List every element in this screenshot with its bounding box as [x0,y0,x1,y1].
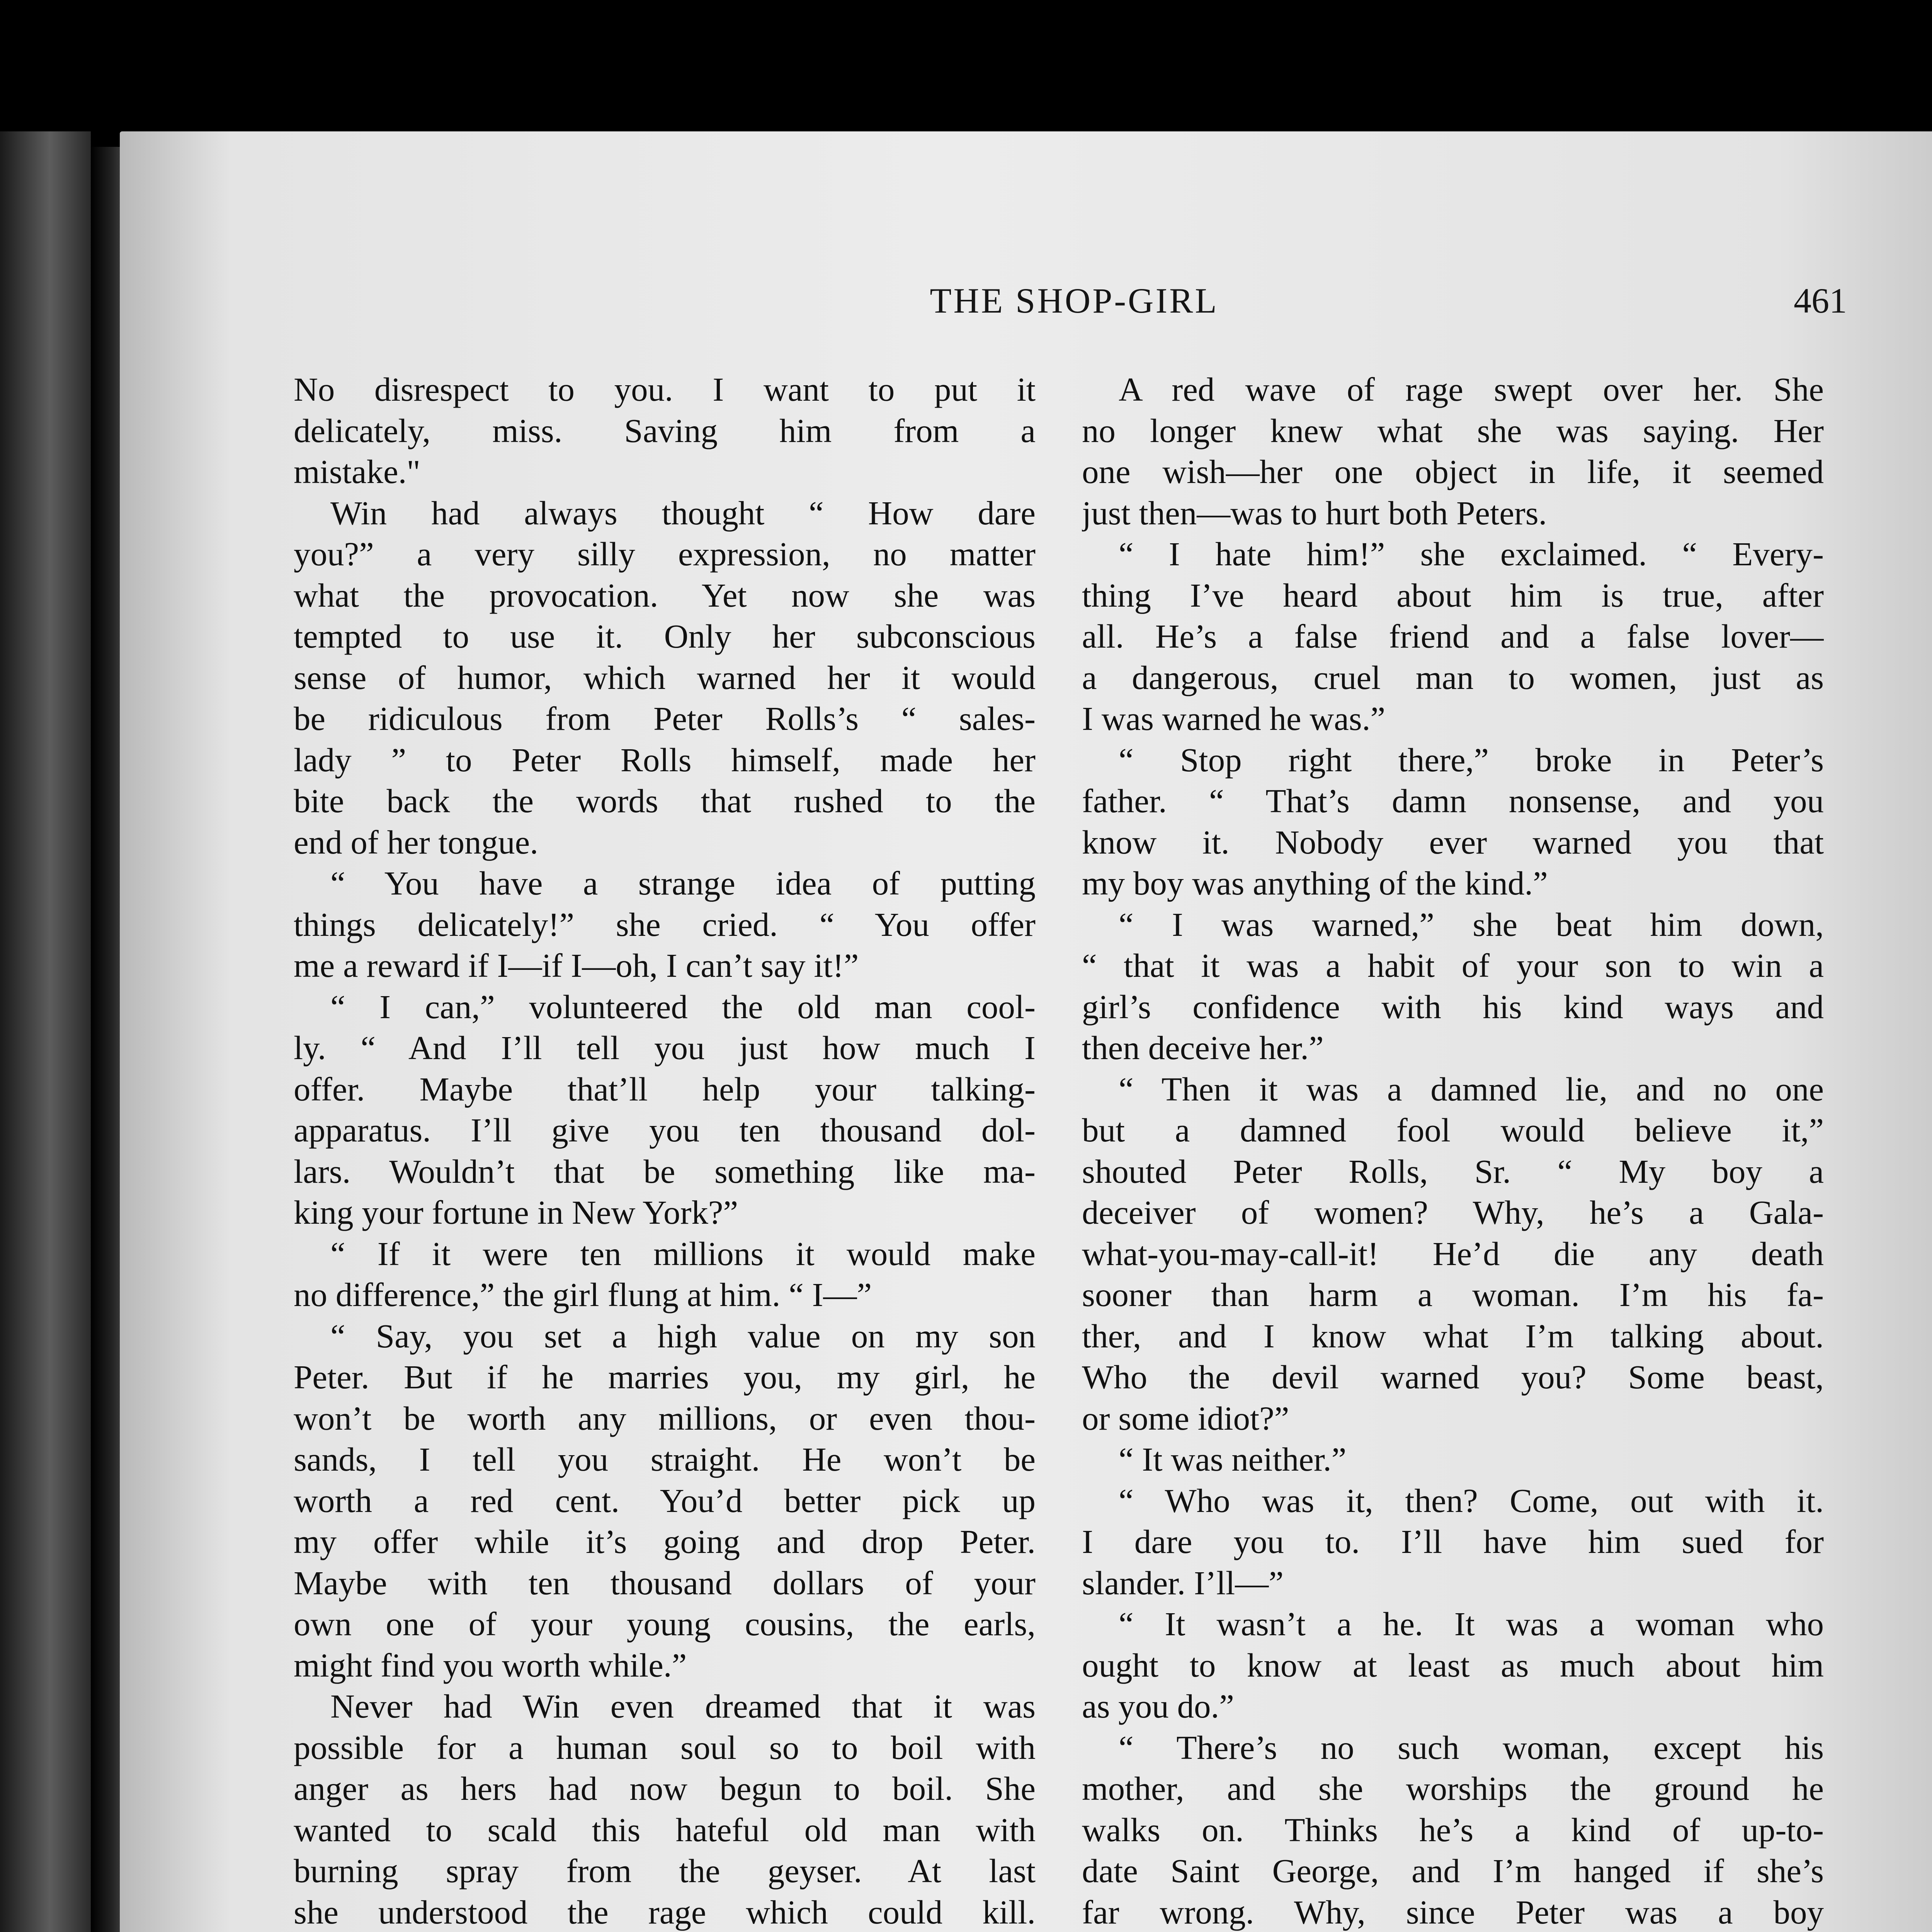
page-number: 461 [1794,281,1847,320]
text-line: no longer knew what she was saying. Her [1082,412,1824,449]
text-line: a dangerous, cruel man to women, just as [1082,658,1824,696]
text-line: burning spray from the geyser. At last [294,1852,1036,1889]
text-line: “ You have a strange idea of putting [330,864,1036,902]
text-line: as you do.” [1082,1687,1234,1725]
text-line: ther, and I know what I’m talking about. [1082,1317,1824,1355]
text-line: apparatus. I’ll give you ten thousand dol- [294,1111,1036,1149]
previous-page-edge [0,131,91,1932]
text-line: ought to know at least as much about him [1082,1646,1824,1684]
text-line: “ Then it was a damned lie, and no one [1119,1070,1824,1108]
text-column-right [1082,369,1824,1932]
text-line: but a damned fool would believe it,” [1082,1111,1824,1149]
text-line: just then—was to hurt both Peters. [1082,494,1547,532]
text-line: Maybe with ten thousand dollars of your [294,1564,1036,1602]
text-line: lars. Wouldn’t that be something like ma- [294,1152,1036,1190]
text-line: sooner than harm a woman. I’m his fa- [1082,1276,1824,1313]
text-line: A red wave of rage swept over her. She [1119,371,1824,408]
text-line: father. “ That’s damn nonsense, and you [1082,782,1824,820]
text-line: “ It was neither.” [1119,1440,1347,1478]
text-line: my offer while it’s going and drop Peter. [294,1523,1036,1560]
text-line: things delicately!” she cried. “ You offer [294,905,1036,943]
text-line: me a reward if I—if I—oh, I can’t say it!” [294,947,859,984]
text-line: tempted to use it. Only her subconscious [294,617,1036,655]
text-line: “ I was warned,” she beat him down, [1119,905,1824,943]
text-line: king your fortune in New York?” [294,1194,738,1231]
text-line: “ Who was it, then? Come, out with it. [1119,1481,1824,1519]
text-line: Who the devil warned you? Some beast, [1082,1358,1824,1396]
text-line: anger as hers had now begun to boil. She [294,1770,1036,1807]
text-line: end of her tongue. [294,823,538,861]
text-line: I was warned he was.” [1082,700,1386,737]
text-line: Peter. But if he marries you, my girl, he [294,1358,1036,1396]
text-line: deceiver of women? Why, he’s a Gala- [1082,1194,1824,1231]
text-line: offer. Maybe that’ll help your talking- [294,1070,1036,1108]
text-line: know it. Nobody ever warned you that [1082,823,1824,861]
text-line: sands, I tell you straight. He won’t be [294,1440,1036,1478]
text-line: all. He’s a false friend and a false lover— [1082,617,1824,655]
text-line: wanted to scald this hateful old man with [294,1811,1036,1849]
running-title: THE SHOP-GIRL [930,281,1219,320]
text-line: possible for a human soul so to boil with [294,1728,1036,1766]
text-line: “ Stop right there,” broke in Peter’s [1119,741,1824,779]
text-line: what the provocation. Yet now she was [294,576,1036,614]
text-line: Win had always thought “ How dare [330,494,1036,532]
text-line: thing I’ve heard about him is true, after [1082,576,1824,614]
text-column-left [294,369,1036,1932]
text-line: mistake." [294,453,420,490]
text-line: one wish—her one object in life, it seemed [1082,453,1824,490]
text-line: bite back the words that rushed to the [294,782,1036,820]
text-line: No disrespect to you. I want to put it [294,371,1036,408]
text-line: “ that it was a habit of your son to win a [1082,947,1824,984]
text-line: then deceive her.” [1082,1029,1324,1066]
text-line: “ If it were ten millions it would make [330,1235,1036,1272]
text-line: “ Say, you set a high value on my son [330,1317,1036,1355]
text-line: what-you-may-call-it! He’d die any death [1082,1235,1824,1272]
text-line: might find you worth while.” [294,1646,687,1684]
text-line: ly. “ And I’ll tell you just how much I [294,1029,1036,1066]
text-line: “ I hate him!” she exclaimed. “ Every- [1119,535,1824,573]
text-line: you?” a very silly expression, no matter [294,535,1036,573]
text-line: “ I can,” volunteered the old man cool- [330,988,1036,1026]
text-line: Never had Win even dreamed that it was [330,1687,1036,1725]
text-line: walks on. Thinks he’s a kind of up-to- [1082,1811,1824,1849]
text-line: no difference,” the girl flung at him. “ I—” [294,1276,872,1313]
text-line: date Saint George, and I’m hanged if she’s [1082,1852,1824,1889]
text-line: far wrong. Why, since Peter was a boy [1082,1893,1824,1931]
text-line: lady ” to Peter Rolls himself, made her [294,741,1036,779]
text-line: sense of humor, which warned her it would [294,658,1036,696]
text-line: “ It wasn’t a he. It was a woman who [1119,1605,1824,1643]
text-line: girl’s confidence with his kind ways and [1082,988,1824,1026]
text-line: worth a red cent. You’d better pick up [294,1481,1036,1519]
text-line: she understood the rage which could kill. [294,1893,1036,1931]
text-line: shouted Peter Rolls, Sr. “ My boy a [1082,1152,1824,1190]
text-line: or some idiot?” [1082,1399,1289,1437]
text-line: my boy was anything of the kind.” [1082,864,1548,902]
text-line: I dare you to. I’ll have him sued for [1082,1523,1824,1560]
text-line: slander. I’ll—” [1082,1564,1284,1602]
text-line: be ridiculous from Peter Rolls’s “ sales- [294,700,1036,737]
text-line: own one of your young cousins, the earls, [294,1605,1036,1643]
text-line: won’t be worth any millions, or even thou- [294,1399,1036,1437]
text-line: mother, and she worships the ground he [1082,1770,1824,1807]
text-line: delicately, miss. Saving him from a [294,412,1036,449]
text-line: “ There’s no such woman, except his [1119,1728,1824,1766]
